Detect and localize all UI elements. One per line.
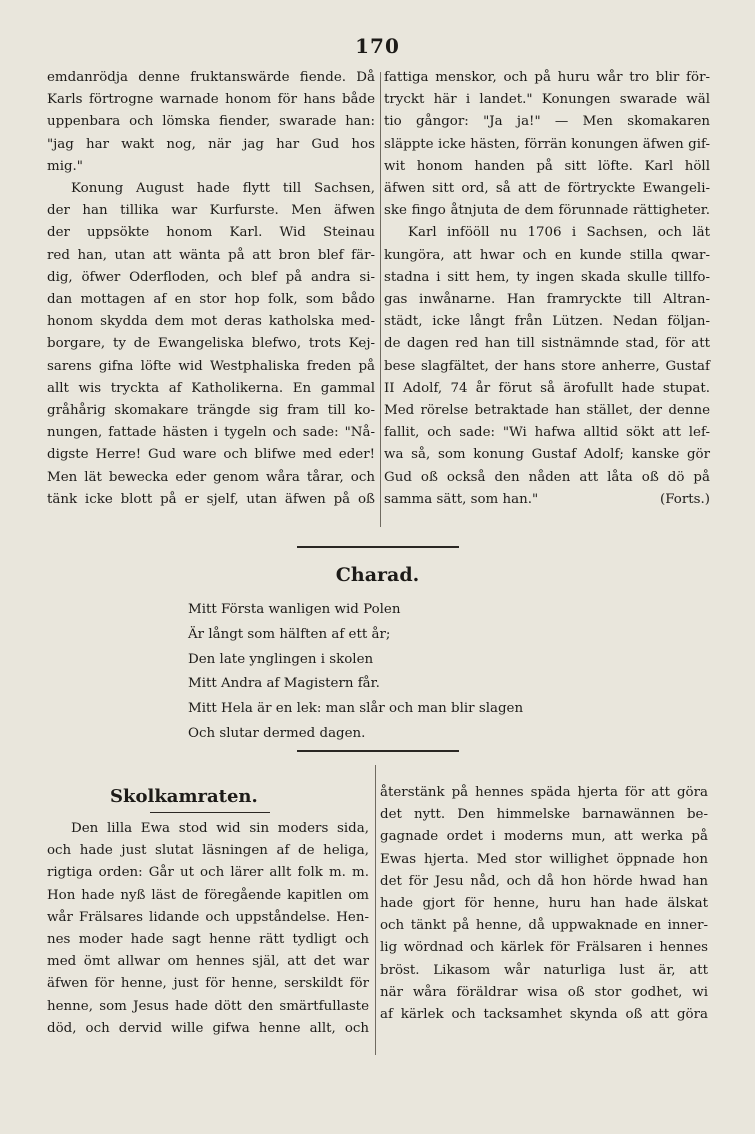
text-line: nes moder hade sagt henne rätt tydligt och: [47, 932, 369, 948]
text-line: Med rörelse betraktade han stället, der denne: [384, 403, 710, 419]
text-line: [384, 489, 710, 511]
text-line: död, och dervid wille gifwa henne allt, och: [47, 1020, 369, 1036]
text-line: Men lät bewecka eder genom wåra tårar, och: [47, 469, 375, 485]
text-line: tio gångor: "Ja ja!" — Men skomakaren: [384, 114, 710, 130]
text-line: gråhårig skomakare trängde sig fram till ko-: [47, 403, 375, 419]
text-line: mig.": [47, 158, 83, 174]
continued-note: (Forts.): [660, 491, 710, 507]
text-line: och tänkt på henne, då uppwaknade en inner-: [380, 918, 708, 934]
text-line: Karls förtrogne warnade honom för hans både: [47, 92, 375, 108]
text-line: städt, icke långt från Lützen. Nedan följan-: [384, 314, 710, 330]
article-right-column: [384, 67, 710, 511]
text-line: henne, som Jesus hade dött den smärtfullaste: [47, 998, 369, 1014]
text-line: tänk icke blott på er sjelf, utan äfwen på oß: [47, 491, 375, 507]
text-line: uppenbara och lömska fiender, swarade han:: [47, 114, 375, 130]
charade-title: Charad.: [335, 564, 420, 586]
text-line: Den lilla Ewa stod wid sin moders sida,: [71, 821, 369, 836]
text-line: borgare, ty de Ewangeliska blefwo, trots Kej-: [47, 336, 375, 352]
text-line: äfwen för henne, just för henne, serskildt för: [47, 976, 369, 992]
text-line: det för Jesu nåd, och då hon hörde hwad han: [380, 873, 708, 889]
text-line: Konung August hade flytt till Sachsen,: [71, 181, 375, 197]
text-line: "jag har wakt nog, när jag har Gud hos: [47, 136, 375, 152]
text-line: wår Frälsares lidande och uppståndelse. Hen-: [47, 909, 369, 925]
text-line: Karl infööll nu 1706 i Sachsen, och lät: [408, 225, 710, 241]
text-line: red han, utan att wänta på att bron blef fär-: [47, 247, 375, 263]
text-line: med ömt allwar om hennes själ, att det war: [47, 954, 369, 970]
text-line: stadna i sitt hem, ty ingen skada skulle tillfo-: [384, 269, 710, 285]
poem-line: Är långt som hälften af ett år;: [188, 626, 391, 642]
text-line: emdanrödja denne fruktanswärde fiende. Då: [47, 70, 375, 85]
text-line: återstänk på hennes späda hjerta för att göra: [380, 785, 708, 800]
text-line: nungen, fattade hästen i tygeln och sade: "Nå-: [47, 425, 375, 441]
section-divider: [297, 546, 459, 548]
text-line: dig, öfwer Oderfloden, och blef på andra si-: [47, 269, 375, 285]
column-divider-bottom: [375, 765, 376, 1055]
column-divider-top: [380, 72, 381, 527]
poem-line: Mitt Första wanligen wid Polen: [188, 602, 401, 617]
text-line: lig wördnad och kärlek för Frälsaren i hennes: [380, 940, 708, 956]
text-line: af kärlek och tacksamhet skynda oß att göra: [380, 1007, 708, 1023]
text-line: gagnade ordet i moderns mun, att werka på: [380, 829, 708, 845]
text-line: och hade just slutat läsningen af de heliga,: [47, 843, 369, 859]
story-left-column: [47, 818, 369, 1040]
poem-line: Mitt Andra af Magistern får.: [188, 676, 380, 692]
text-line: släppte icke hästen, förrän konungen äfwen gif-: [384, 136, 710, 152]
story-right-column: [380, 782, 708, 1026]
charade-poem: [188, 598, 608, 747]
text-line: fallit, och sade: "Wi hafwa alltid sökt att lef-: [384, 425, 710, 441]
text-line: hade gjort för henne, huru han hade älskat: [380, 896, 708, 912]
text-line: wa så, som konung Gustaf Adolf; kanske gör: [384, 447, 710, 463]
text-line: II Adolf, 74 år förut så ärofullt hade stupat.: [384, 380, 710, 396]
text-line: honom skydda dem mot deras katholska med-: [47, 314, 375, 330]
text-line: dan mottagen af en stor hop folk, som bådo: [47, 292, 375, 308]
article-left-column: [47, 67, 375, 511]
text-line: gas inwånarne. Han framryckte till Altran-: [384, 292, 710, 308]
text-line: sarens gifna löfte wid Westphaliska freden på: [47, 358, 375, 374]
text-line: när wåra föräldrar wisa oß stor godhet, wi: [380, 984, 708, 1000]
text-line: det nytt. Den himmelske barnawännen be-: [380, 807, 708, 823]
text-line: tryckt här i landet." Konungen swarade wäl: [384, 92, 710, 108]
poem-line: Mitt Hela är en lek: man slår och man blir slagen: [188, 701, 524, 717]
text-line: wit honom handen på sitt löfte. Karl höll: [384, 158, 710, 174]
poem-line: Och slutar dermed dagen.: [188, 725, 366, 741]
text-line: digste Herre! Gud ware och blifwe med eder!: [47, 447, 375, 463]
text-line: kungöra, att hwar och en kunde stilla qwar-: [384, 247, 710, 263]
text-line: rigtiga orden: Går ut och lärer allt folk m. m.: [47, 865, 369, 881]
text-line: der uppsökte honom Karl. Wid Steinau: [47, 225, 375, 241]
text-line: ske fingo åtnjuta de dem förunnade rättigheter.: [384, 203, 710, 219]
text-line: äfwen sitt ord, så att de förtryckte Ewangeli-: [384, 181, 710, 197]
title-underline: [150, 812, 270, 813]
text-line: Ewas hjerta. Med stor willighet öppnade hon: [380, 851, 708, 867]
section-divider: [297, 750, 459, 752]
text-line: bese slagfältet, der hans store anherre, Gustaf: [384, 358, 710, 374]
text-line-content: samma sätt, som han.": [384, 491, 539, 507]
text-line: de dagen red han till sistnämnde stad, för att: [384, 336, 710, 352]
text-line: fattiga menskor, och på huru wår tro blir för-: [384, 70, 710, 85]
text-line: der han tillika war Kurfurste. Men äfwen: [47, 203, 375, 219]
page-number: 170: [355, 34, 400, 58]
text-line: bröst. Likasom wår naturliga lust är, att: [380, 962, 708, 978]
text-line: allt wis tryckta af Katholikerna. En gammal: [47, 380, 375, 396]
story-title: Skolkamraten.: [110, 786, 258, 807]
text-line: Hon hade nyß läst de föregående kapitlen om: [47, 887, 369, 903]
text-line: Gud oß också den nåden att låta oß dö på: [384, 469, 710, 485]
poem-line: Den late ynglingen i skolen: [188, 651, 374, 667]
